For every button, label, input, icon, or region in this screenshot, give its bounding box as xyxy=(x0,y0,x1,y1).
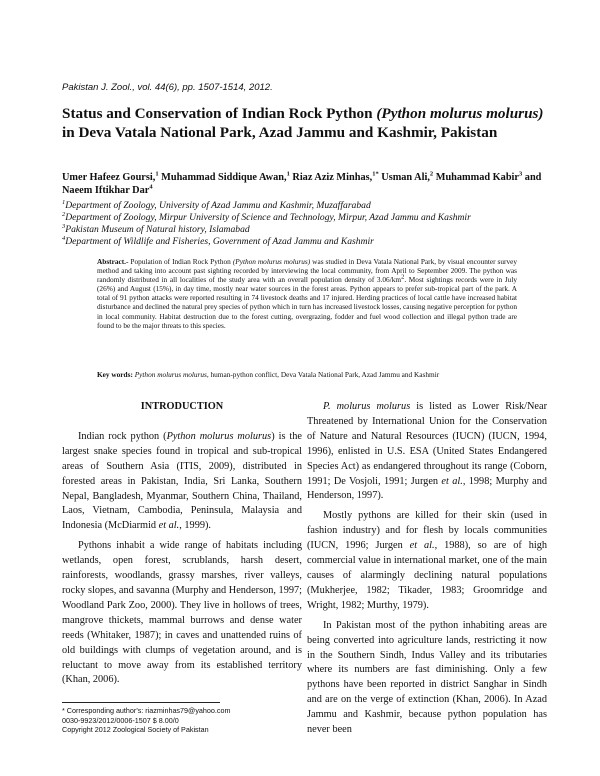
affiliation-item xyxy=(62,236,552,248)
author-affiliation-mark: 1 xyxy=(286,170,290,178)
affiliation-text: Department of Zoology, Mirpur University of Science and Technology, Mirpur, Azad Jammu and Kashmir xyxy=(65,212,471,223)
left-column xyxy=(62,400,302,688)
author-name: and Naeem Iftikhar Dar xyxy=(62,172,542,196)
affiliation-text: Pakistan Museum of Natural history, Islamabad xyxy=(65,224,250,235)
abstract-superscript: 2 xyxy=(401,273,405,281)
paragraph-text: , 1999). xyxy=(179,520,211,532)
paragraph-text: ) is the largest snake species found in tropical and sub-tropical areas of Southern Asia (ITIS, 2009), distributed in forested areas in Pakistan, India, Sri Lanka, Southern Nepal, Bangladesh, Myanmar, Southern China, Thailand, Laos, Vietnam, Cambodia, Peninsula, Malaysia and Indonesia (McDiarmid xyxy=(62,430,303,532)
affiliations xyxy=(62,200,552,248)
keywords-label: Key words: xyxy=(97,370,133,379)
affiliation-number: 2 xyxy=(62,210,66,218)
title-part-1: Status and Conservation of Indian Rock Python xyxy=(62,105,377,122)
author-name: Muhammad Kabir xyxy=(433,172,519,183)
abstract-text: Population of Indian Rock Python xyxy=(128,257,233,266)
affiliation-item xyxy=(62,200,552,212)
abstract-label: Abstract.- xyxy=(97,257,129,266)
journal-reference: Pakistan J. Zool., vol. 44(6), pp. 1507-1514, 2012. xyxy=(62,82,273,93)
paragraph: Pythons inhabit a wide range of habitats including wetlands, open forest, scrublands, harsh desert, rainforests, woodlands, grassy marshes, river valleys, rocky slopes, and savanna (Murphy and Henderson, 1997; Woodland Park Zoo, 2000). They live in hollows of trees, mangrove thickets, mammal burrows and dense water reeds (Whitaker, 1987); in caves and unattended ruins of old buildings with clumps of vegetation around, and is reluctant to move away from its established territory (Khan, 2006). xyxy=(62,540,302,686)
paragraph-italic: Python molurus molurus xyxy=(166,430,272,442)
author-name: Usman Ali, xyxy=(378,172,430,183)
author-list xyxy=(62,171,552,197)
footnote-divider xyxy=(62,702,220,703)
affiliation-text: Department of Wildlife and Fisheries, Government of Azad Jammu and Kashmir xyxy=(65,236,374,247)
abstract xyxy=(97,257,517,330)
author-affiliation-mark: 4 xyxy=(149,183,153,191)
author-affiliation-mark: 1 xyxy=(155,170,159,178)
paragraph-text: Indian rock python ( xyxy=(78,430,167,442)
paragraph-italic: et al. xyxy=(441,475,463,487)
paragraph-italic: et al. xyxy=(158,520,180,532)
introduction-heading: INTRODUCTION xyxy=(140,401,224,412)
keywords xyxy=(97,370,517,379)
affiliation-number: 1 xyxy=(62,198,66,206)
affiliation-text: Department of Zoology, University of Azad Jammu and Kashmir, Muzaffarabad xyxy=(65,200,371,211)
affiliation-number: 4 xyxy=(62,234,66,242)
title-part-2: in Deva Vatala National Park, Azad Jammu and Kashmir, Pakistan xyxy=(62,124,498,141)
paragraph xyxy=(307,509,547,613)
corresponding-author: * Corresponding author's: riazminhas79@yahoo.com xyxy=(62,706,231,715)
paragraph-text: is listed as Lower Risk/Near Threatened by International Union for the Conservation of Nature and Natural Resources (IUCN) (IUCN, 1994, 1996), enlisted in U.S. ESA (United States Endangered Species Act) as endangered throughout its range (Coborn, 1991; De Vosjoli, 1991; Jurgen xyxy=(307,401,548,487)
keywords-species: Python molurus molurus, xyxy=(132,370,209,379)
author-name: Riaz Aziz Minhas, xyxy=(289,172,373,183)
author-affiliation-mark: 1* xyxy=(372,170,379,178)
abstract-text: was studied in Deva Vatala National Park, by visual encounter survey method and taking into account past sighting recorded by interviewing the local community, from April to September 2009. The python was randomly distributed in all localities of the study area with an overall population density of 3.06/km xyxy=(97,257,517,285)
author-affiliation-mark: 3 xyxy=(518,170,523,178)
title-species: (Python molurus molurus) xyxy=(376,105,544,122)
paragraph-text: Mostly pythons are killed for their skin (used in fashion industry) and for flesh by locals communities (IUCN, 1996; Jurgen xyxy=(307,510,547,552)
paragraph-text: , 1998; Murphy and Henderson, 1997). xyxy=(307,475,547,502)
author-name: Umer Hafeez Goursi, xyxy=(62,172,156,183)
author-name: Muhammad Siddique Awan, xyxy=(158,172,287,183)
paragraph-text: , 1988), so are of high commercial value in international market, one of the main causes of alarmingly declining natural populations (Mukherjee, 1982; Tikader, 1983; Groomridge and Wright, 1982; Murthy, 1979). xyxy=(307,540,547,611)
right-column xyxy=(307,400,547,738)
paragraph xyxy=(307,400,547,504)
paragraph-italic: et al. xyxy=(409,540,435,552)
copyright-line: Copyright 2012 Zoological Society of Pakistan xyxy=(62,725,209,735)
keywords-text: human-python conflict, Deva Vatala National Park, Azad Jammu and Kashmir xyxy=(208,370,440,379)
paper-title xyxy=(62,104,552,142)
paragraph xyxy=(62,430,302,534)
affiliation-item xyxy=(62,224,552,236)
author-affiliation-mark: 2 xyxy=(429,170,434,178)
issn-line: 0030-9923/2012/0006-1507 $ 8.00/0 xyxy=(62,715,179,725)
affiliation-item xyxy=(62,212,552,224)
paragraph-italic: P. molurus molurus xyxy=(323,401,411,412)
footnotes xyxy=(62,706,230,735)
affiliation-number: 3 xyxy=(62,222,66,230)
abstract-species: (Python molurus molurus) xyxy=(232,257,311,266)
abstract-text: . Most sightings records were in July (26%) and August (15%), in day time, mostly near water sources in the forest areas. Python appears to prefer sub-tropical part of the park. A total of 91 python attacks were reported resulting in 74 livestock deaths and 17 injured. Herding practices of local cattle have increased habitat disturbance and declined the natural prey species of python which in turn has increased livestock losses, causing negative perception for python in local community. Habitat destruction due to the forest cutting, overgrazing, fodder and fuel wood collection and illegal python trade are found to be the major threats to this species. xyxy=(97,275,517,330)
paragraph: In Pakistan most of the python inhabiting areas are being converted into agriculture lands, restricting it now in the Southern Sindh, Indus Valley and its tributaries where its numbers are fast diminishing. Only a few pythons have been reported in district Sanghar in Sindh and are on the verge of extinction (Khan, 2006). In Azad Jammu and Kashmir, because python population has never been xyxy=(307,619,547,736)
